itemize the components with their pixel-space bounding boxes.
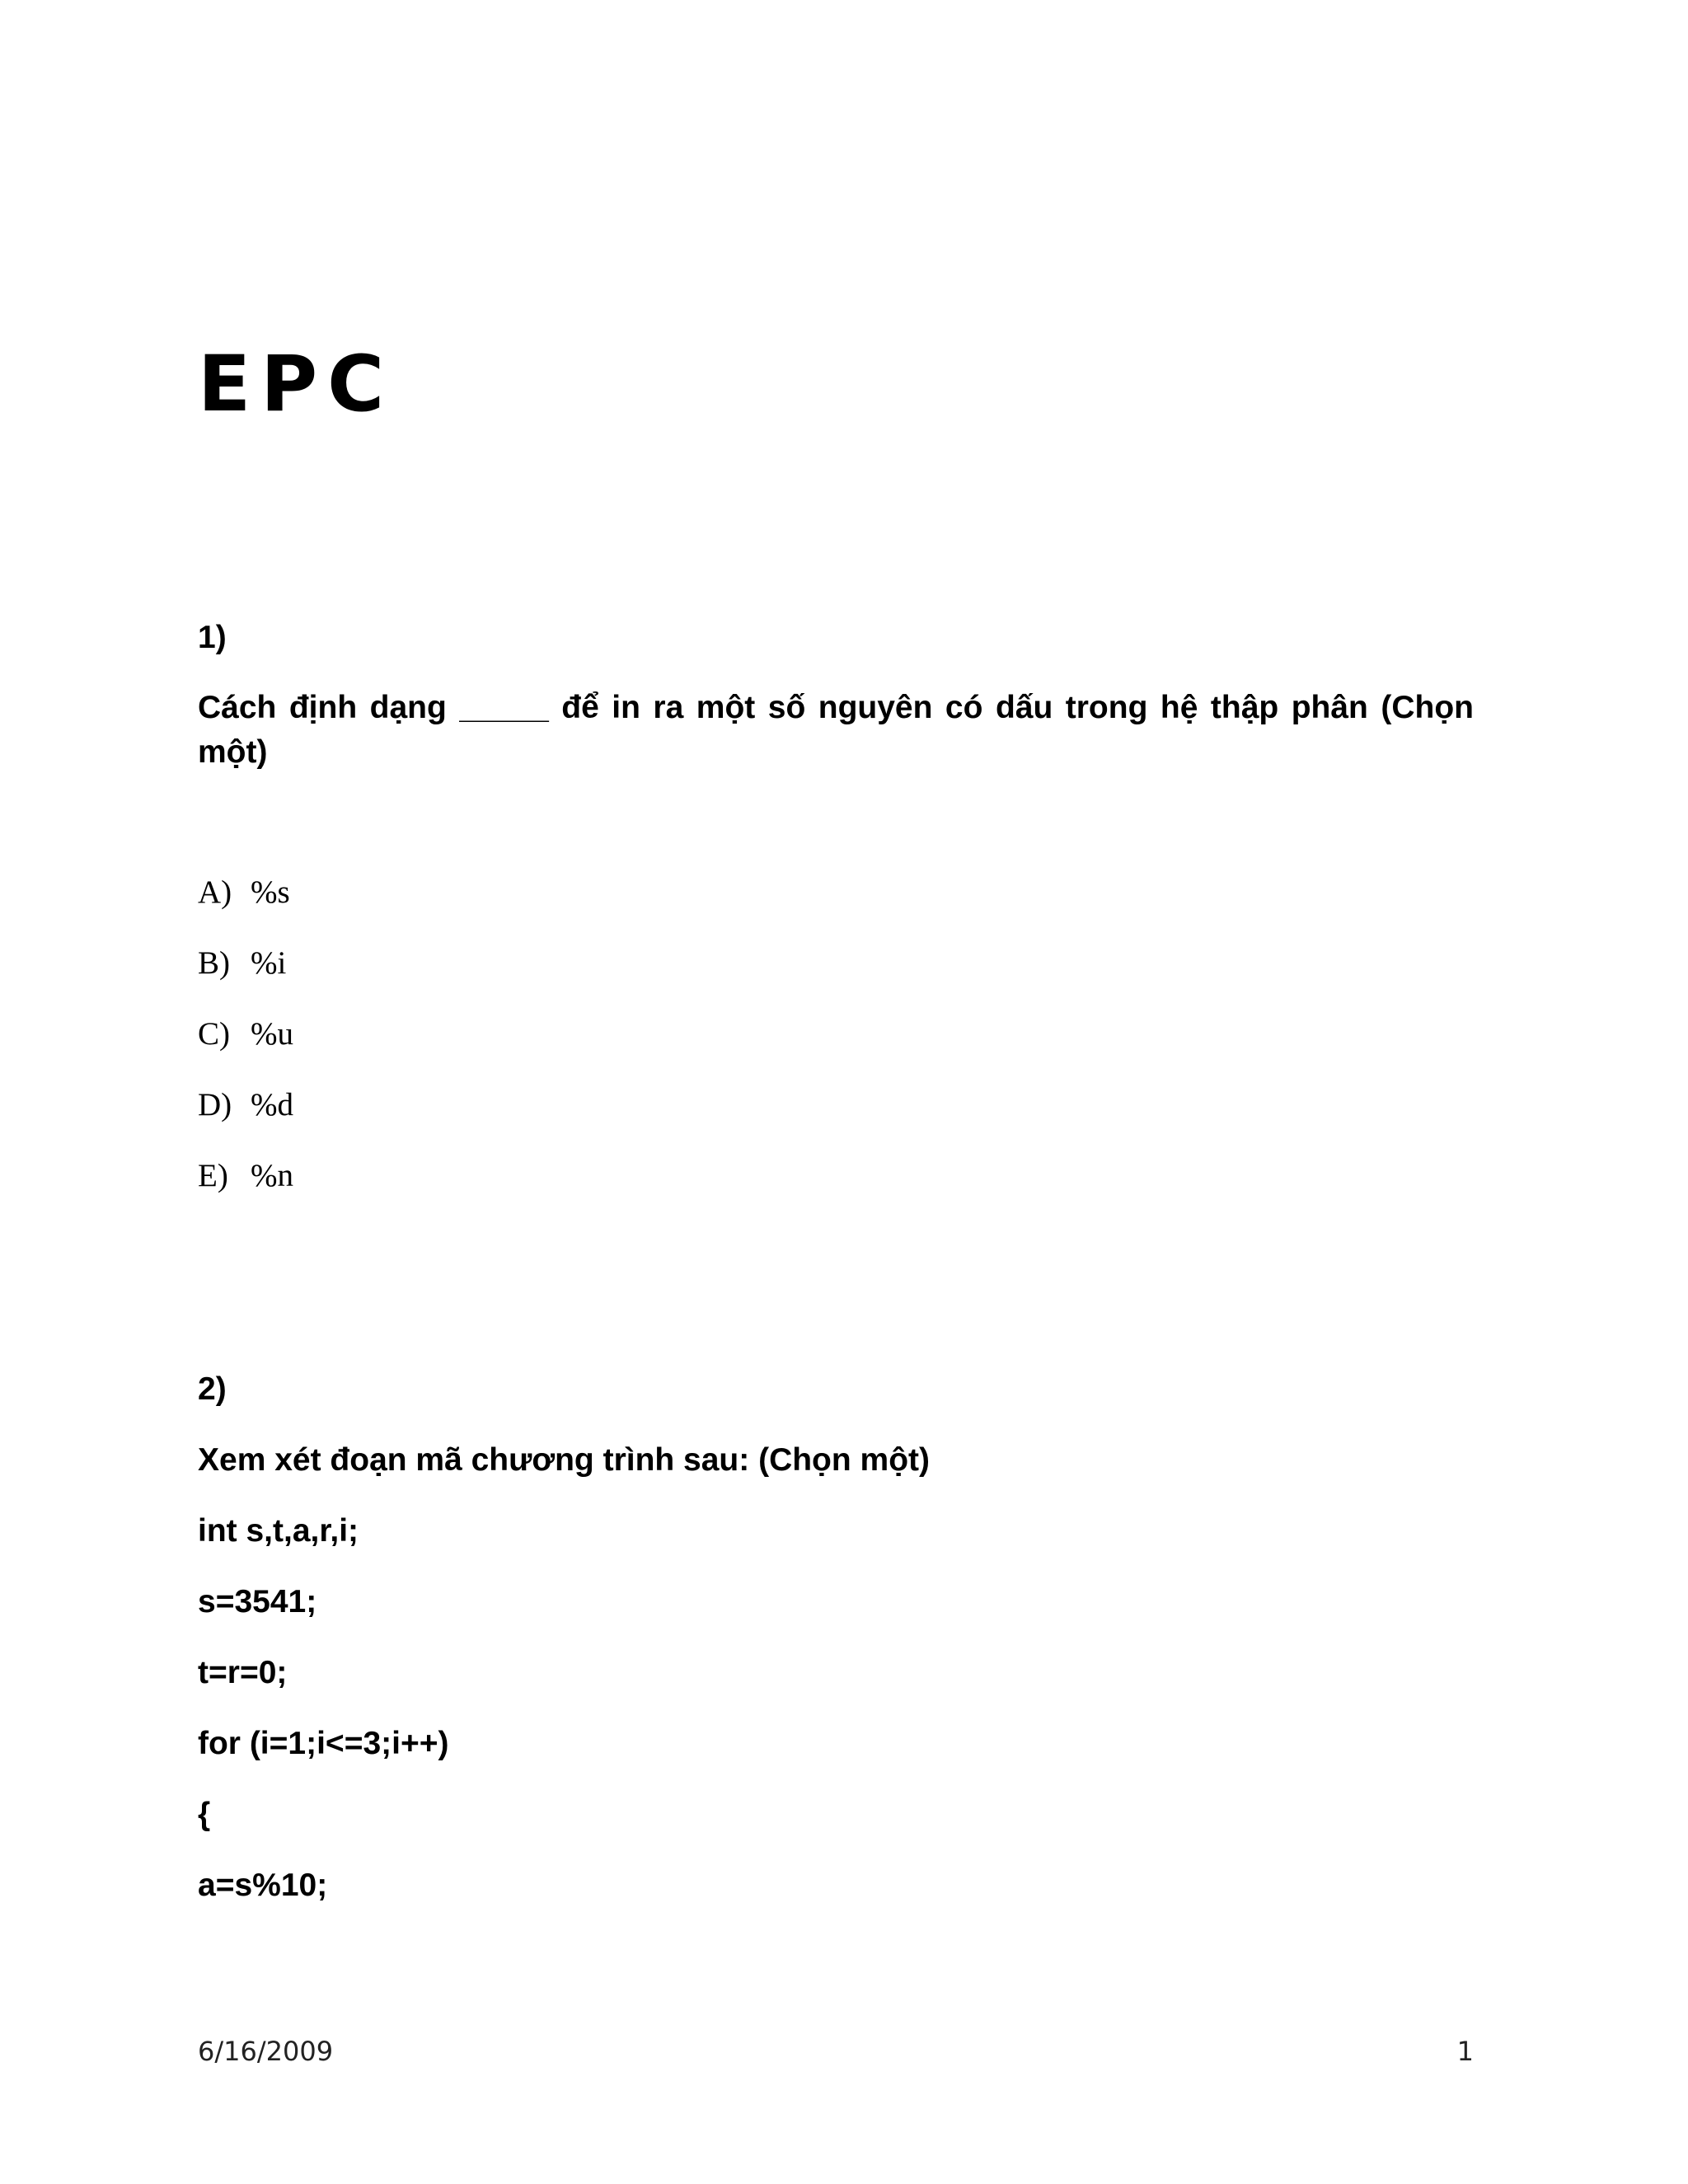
code-line: s=3541; [198, 1584, 317, 1619]
question-1-option-a [198, 874, 290, 912]
code-line: { [198, 1797, 211, 1832]
option-text: %u [251, 1016, 293, 1052]
question-1-option-e [198, 1157, 293, 1196]
question-2-text: Xem xét đoạn mã chương trình sau: (Chọn một) [198, 1442, 931, 1478]
question-1-option-c [198, 1015, 293, 1054]
question-1-option-d [198, 1086, 293, 1125]
option-text: %i [251, 945, 287, 981]
option-letter: A) [198, 874, 232, 910]
code-line: int s,t,a,r,i; [198, 1513, 359, 1549]
option-letter: D) [198, 1087, 232, 1122]
footer-date: 6/16/2009 [198, 2036, 334, 2067]
code-line: t=r=0; [198, 1655, 288, 1690]
document-title: EPC [198, 340, 395, 429]
question-1-number: 1) [198, 620, 227, 655]
option-text: %n [251, 1158, 293, 1193]
question-1-text: Cách định dạng _____ để in ra một số nguyên có dấu trong hệ thập phân (Chọn một) [198, 690, 1474, 770]
option-letter: C) [198, 1016, 230, 1052]
option-text: %d [251, 1087, 293, 1122]
option-text: %s [251, 874, 290, 910]
question-2-number: 2) [198, 1371, 227, 1407]
footer-page-number: 1 [1456, 2036, 1474, 2067]
code-line: for (i=1;i<=3;i++) [198, 1726, 449, 1761]
option-letter: B) [198, 945, 230, 981]
question-1-option-b [198, 944, 286, 983]
option-letter: E) [198, 1158, 228, 1193]
code-line: a=s%10; [198, 1868, 328, 1903]
